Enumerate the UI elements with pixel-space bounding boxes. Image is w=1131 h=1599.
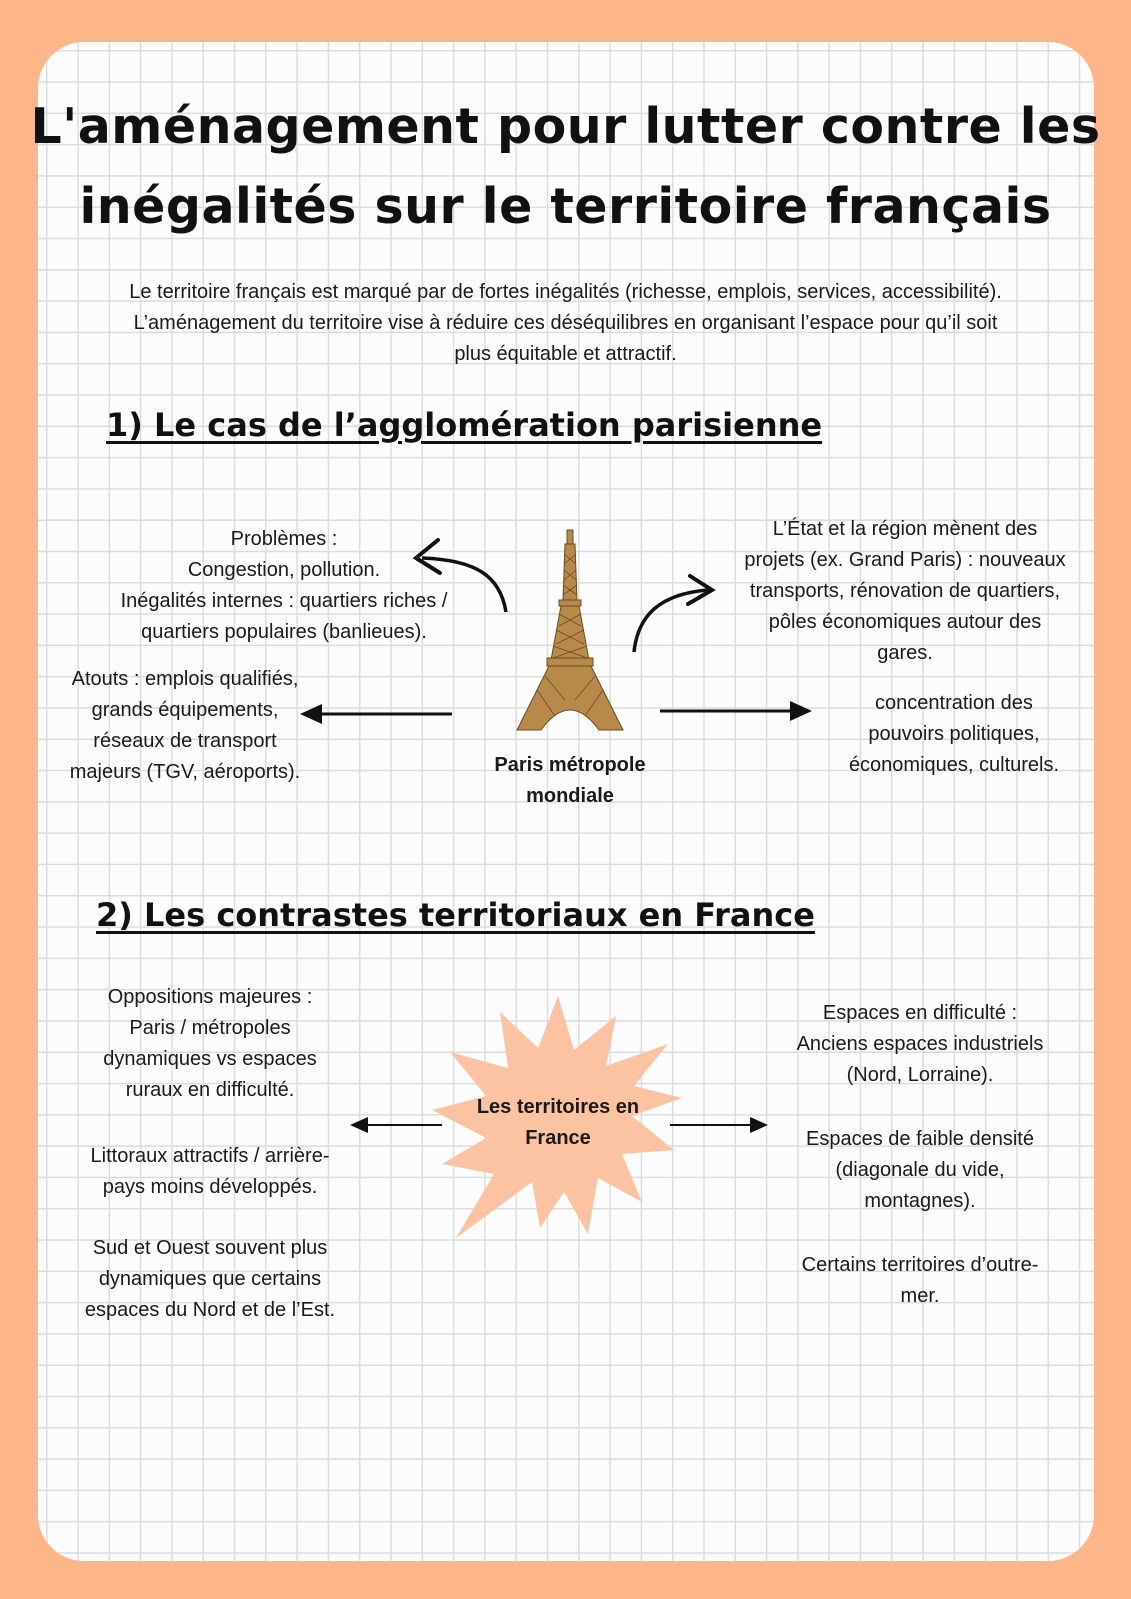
text-line: concentration des [875, 692, 1033, 714]
intro-line: L’aménagement du territoire vise à réduire ces déséquilibres en organisant l’espace pour qu’il soit [133, 312, 998, 334]
text-line: pays moins développés. [102, 1176, 318, 1198]
title-line-1: L'aménagement pour lutter contre les [30, 98, 1101, 155]
overseas-block [770, 1250, 1070, 1312]
text-line: montagnes). [864, 1190, 976, 1212]
text-line: dynamiques vs espaces [103, 1048, 317, 1070]
intro-line: plus équitable et attractif. [454, 343, 677, 365]
section-1-heading: 1) Le cas de l’agglomération parisienne [106, 406, 823, 444]
text-line: (Nord, Lorraine). [846, 1064, 994, 1086]
text-line: Anciens espaces industriels [796, 1033, 1044, 1055]
text-line: France [525, 1127, 591, 1149]
text-line: majeurs (TGV, aéroports). [69, 761, 301, 783]
text-line: grands équipements, [91, 699, 279, 721]
text-line: dynamiques que certains [98, 1268, 322, 1290]
text-line: pôles économiques autour des [768, 611, 1042, 633]
text-line: pouvoirs politiques, [868, 723, 1040, 745]
text-line: économiques, culturels. [848, 754, 1060, 776]
text-line: L’État et la région mènent des [772, 518, 1038, 540]
text-line: Les territoires en [476, 1096, 640, 1118]
text-line: ruraux en difficulté. [125, 1079, 295, 1101]
text-line: mer. [900, 1285, 940, 1307]
text-line: réseaux de transport [93, 730, 277, 752]
title-line-2: inégalités sur le territoire français [79, 178, 1052, 235]
section-2-heading: 2) Les contrastes territoriaux en France [96, 896, 815, 934]
text-line: Sud et Ouest souvent plus [92, 1237, 328, 1259]
text-line: projets (ex. Grand Paris) : nouveaux [744, 549, 1066, 571]
text-line: Certains territoires d’outre- [801, 1254, 1039, 1276]
text-line: Paris métropole [494, 754, 646, 776]
text-line: gares. [877, 642, 933, 664]
text-line: Espaces de faible densité [806, 1128, 1034, 1150]
text-line: Paris / métropoles [129, 1017, 291, 1039]
south-west-block [70, 1233, 350, 1326]
text-line: mondiale [526, 785, 614, 807]
text-line: Inégalités internes : quartiers riches / [120, 590, 448, 612]
text-line: (diagonale du vide, [835, 1159, 1005, 1181]
text-line: Atouts : emplois qualifiés, [71, 668, 299, 690]
text-line: Problèmes : [230, 528, 338, 550]
text-line: Littoraux attractifs / arrière- [90, 1145, 330, 1167]
low-density-block [770, 1124, 1070, 1217]
oppositions-block [70, 982, 350, 1106]
text-line: espaces du Nord et de l’Est. [84, 1299, 336, 1321]
coastal-block [70, 1141, 350, 1203]
text-line: Congestion, pollution. [187, 559, 381, 581]
difficulty-block [770, 998, 1070, 1091]
text-line: transports, rénovation de quartiers, [749, 580, 1061, 602]
intro-line: Le territoire français est marqué par de fortes inégalités (richesse, emplois, services, accessibilité). [129, 281, 1002, 303]
text-line: Oppositions majeures : [107, 986, 313, 1008]
text-line: quartiers populaires (banlieues). [141, 621, 427, 643]
text-line: Espaces en difficulté : [822, 1002, 1018, 1024]
